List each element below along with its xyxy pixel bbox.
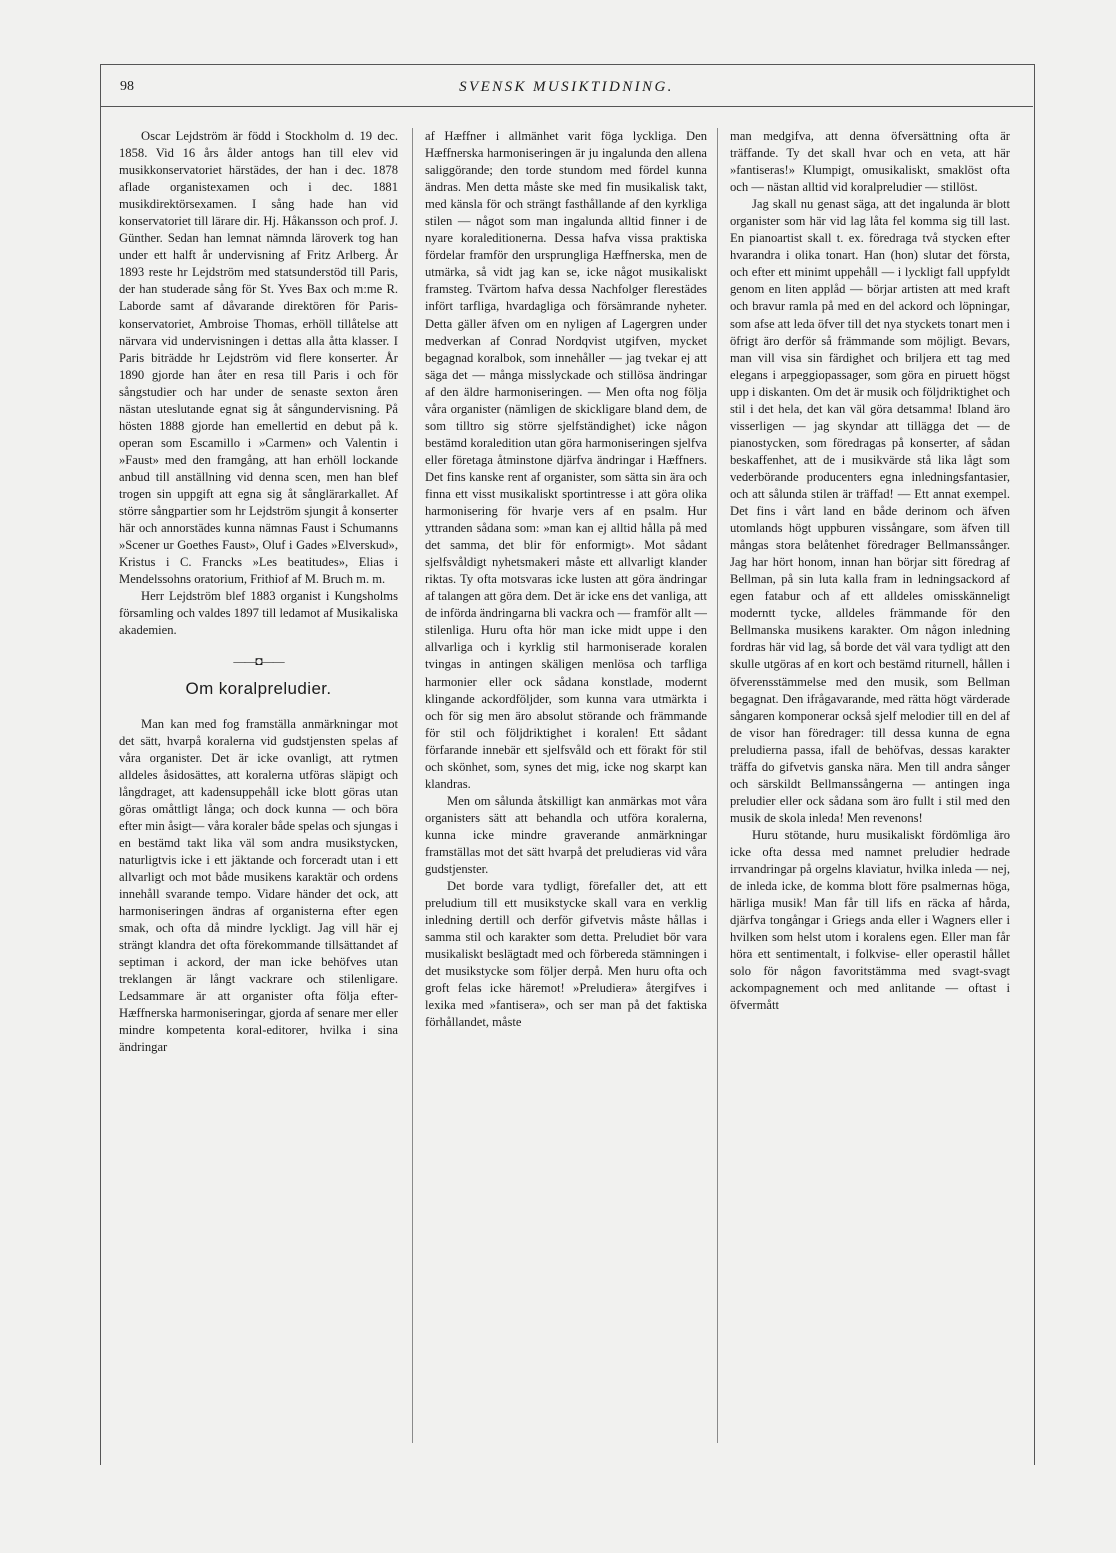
article-paragraph: Jag skall nu genast säga, att det ingalunda är blott organister som här vid lag låta fel komma sig till last. En pianoartist skall t. ex. föredraga två stycken efter hvarandra i olika tonart. Han (hon) slutar det första, och efter ett minimt uppehåll — i lyckligt fall uppfyldt genom en liten applåd — börjar artisten att med kraft och bravur ramla på med en del ackord och löpningar, som afse att leda öfver till det nya styckets tonart men i öfrigt äro derför så främmande som möjligt. Bevars, man vill visa sin färdighet och briljera ett tag med elegans i arpeggiopassager, som göra en piruett högst upp i diskanten. Om det är musik och följdriktighet och stil i det hela, det kan väl göra detsamma! Ibland äro visserligen — jag skyndar att tillägga det — de pianostycken, som föredragas på konserter, af sådan beskaffenhet, att de i musikvärde stå lika lågt som vederbörande producenters egna inledningsfantasier, och att sålunda stilen är träffad! — Ett annat exempel. Det fins i vårt land en både derinom och äfven utomlands högt uppburen vissångare, som äfven till mångas stora belåtenhet föredrager Bellmanssånger. Jag har hört honom, innan han börjar sitt föredrag af Bellman, på sin luta kalla fram in ledningsackord af egen fatabur och af ett alldeles omisskänneligt moderntt tycke, alldeles främmande för den Bellmanska musikens karakter. Om någon inledning fordras här vid lag, så borde det väl vara tydligt att den skulle utgöras af en kort och bestämd riturnell, hållen i öfverensstämmelse med den musik, som Bellman begagnat. Den ifrågavarande, med rätta högt värderade sångaren komponerar också sjelf melodier till en del af de visor han föredrager: till dessa kunna de egna preludierna passa, ifall de behöfvas, dessas karakter träffa do gifvetvis ganska nära. Men till andra sånger och särskildt Bellmanssångerna — antingen inga preludier eller ock sådana som äro fullt i stil med den musik de skola inleda! Men revenons! — [730, 197, 1010, 825]
biography-paragraph-2: Herr Lejdström blef 1883 organist i Kungsholms församling och valdes 1897 till ledamot af Musikaliska akademien. — [119, 589, 398, 638]
journal-title: SVENSK MUSIKTIDNING. — [459, 79, 674, 95]
column-2 — [425, 128, 707, 1443]
column-3 — [730, 128, 1010, 1443]
page-header — [100, 64, 1033, 107]
article-paragraph: af Hæffner i allmänhet varit föga lyckliga. Den Hæffnerska harmoniseringen är ju ingalunda den allena saliggörande; den torde stundom med fördel kunna ändras. Men detta måste ske med fin musikalisk takt, med känsla för och strängt fasthållande af den kyrkliga stilen — något som man ingalunda alltid finner i de nyare koraleditionerna. Dessa hafva vissa praktiska fördelar framför den ursprungliga Hæffnerska, men de utmärka, så vidt jag kan se, icke något musikaliskt framsteg. Tvärtom hafva dessa Nachfolger flerestädes infört tarfliga, hvardagliga och försämrande nyheter. Detta gäller äfven om en nyligen af Lagergren under medverkan af Conrad Nordqvist utgifven, mycket begagnad koralbok, som innehåller — jag tvekar ej att säga det — många misslyckade och stillösa ändringar af den äldre harmoniseringen. — Men ofta nog följa våra organister (nämligen de skickligare bland dem, de som tilltro sig större sjelfständighet) icke någon bestämd koraledition utan göra harmoniseringen sjelfva eller företaga åtminstone djärfva ändringar i Hæffners. Det fins kanske rent af organister, som sätta sin ära och finna ett visst musikaliskt sportintresse i att göra olika harmonisering för hvarje vers af en psalm. Hur yttranden sådana som: »man kan ej alltid hålla på med det samma, det blir för enformigt». Mot sådant sjelfsvåldigt nyhetsmakeri måste ett allvarligt klander riktas. Ty ofta motsvaras icke lusten att göra ändringar af talangen att göra dem. Det är icke ens det vanliga, att de införda ändringarna bli vackra och — framför allt — stilenliga. Huru ofta hör man icke midt uppe i den allvarliga och i kyrklig stil harmoniserade koralen tvingas in antingen skäligen menlösa och tarfliga harmonier eller ock sådana konstlade, modernt klingande ackordföljder, som kunna vara utmärkta i och för sig men äro absolut störande och främmande för stil och följdriktighet i koralen! Ett sådant förfarande innebär ett sjelfsvåld och ett förakt för stil och skönhet, som, synes det mig, icke nog skarpt kan klandras. — [425, 129, 707, 791]
page-number: 98 — [120, 79, 134, 94]
article-paragraph: Man kan med fog framställa anmärkningar mot det sätt, hvarpå koralerna vid gudstjensten spelas af våra organister. Det är icke ovanligt, att rytmen alldeles åsidosättes, att koralerna utföras släpigt och långdraget, att kadensuppehåll icke blott göras utan göras omåttligt långa; och dock kunna — och böra efter min åsigt— våra koraler både spelas och sjungas i en bestämd takt lika väl som andra musikstycken, naturligtvis icke i ett jäktande och forceradt utan i ett allvarligt och mot både musikens karaktär och ordens innehåll svarande tempo. Vidare händer det ock, att harmoniseringen ändras af organisterna efter egen smak, och ofta då mindre lyckligt. Jag vill här ej strängt klandra det ofta förekommande tillsättandet af septiman i ackord, der man icke behöfves utan treklangen är långt vackrare och stilenligare. Ledsammare är att organister ofta följa efter-Hæffnerska harmoniseringar, gjorda af senare mer eller mindre kompetenta koral-editorer, hvilka i sina ändringar — [119, 716, 398, 1055]
article-paragraph: Huru stötande, huru musikaliskt fördömliga äro icke ofta dessa med namnet preludier hedrade irrvandringar på orgelns klaviatur, hvilka inleda — nej, de inleda icke, de komma blott före psalmernas höga, härliga musik! Man får till lifs en räcka af hårda, djärfva tongångar i Griegs anda eller i Wagners eller i hvilken som helst utom i koralens egen. Eller man får höra ett sentimentalt, i folkvise- eller operastil hållet solo för någon favoritstämma med svagt-svagt ackompagnement och med anlitande — oftast i öfvermått — [730, 827, 1010, 1013]
article-paragraph: Men om sålunda åtskilligt kan anmärkas mot våra organisters sätt att behandla och utföra koralerna, kunna icke mindre graverande anmärkningar framställas mot det sätt hvarpå det preludieras vid våra gudstjenster. — [425, 793, 707, 877]
article-title: Om koralpreludier. — [185, 679, 332, 699]
article-paragraph: man medgifva, att denna öfversättning ofta är träffande. Ty det skall hvar och en veta, att här »fantiseras!» Klumpigt, omusikaliskt, smaklöst ofta och — nästan alltid vid koralpreludier — stillöst. — [730, 129, 1010, 195]
column-1 — [119, 128, 398, 1443]
biography-paragraph: Oscar Lejdström är född i Stockholm d. 19 dec. 1858. Vid 16 års ålder antogs han till elev vid musikkonservatoriet härstädes, der han i dec. 1878 aflade organistexamen och i dec. 1881 musikdirektörsexamen. I sång hade han vid konservatoriet till lärare dir. Hj. Håkansson och prof. J. Günther. Sedan han lemnat nämnda läroverk tog han under ett halft år undervisning af Fritz Arlberg. År 1893 reste hr Lejdström med statsunderstöd till Paris, der han studerade sång för St. Yves Bax och m:me R. Laborde samt af dåvarande direktören för Paris-konservatoriet, Ambroise Thomas, erhöll tillåtelse att närvara vid undervisningen i dettas alla åtta klasser. I Paris biträdde hr Lejdström vid flere konserter. År 1890 gjorde han åter en resa till Paris i och för sångstudier och har under de senaste sexton åren nästan uteslutande egnat sig åt sångundervisning. På hösten 1888 gjorde han emellertid en debut på k. operan som Escamillo i »Carmen» och Valentin i »Faust» med den framgång, att han erhöll lockande anbud till anställning vid denna scen, men han blef trogen sin uppgift att egna sig åt sånglärarkallet. Af större sångpartier som hr Lejdström sjungit å konserter här och annorstädes kunna nämnas Faust i Schumanns »Scener ur Goethes Faust», Oluf i Gades »Elverskud», Kristus i C. Francks »Les beatitudes», Elias i Mendelssohns oratorium, Frithiof af M. Bruch m. m. — [119, 129, 398, 587]
section-ornament: ——◘—— — [233, 654, 284, 669]
column-divider-2 — [717, 128, 718, 1443]
article-paragraph: Det borde vara tydligt, förefaller det, att ett preludium till ett musikstycke skall vara en verklig inledning dertill och derför gifvetvis måste hållas i samma stil och karakter som detta. Preludiet bör vara musikaliskt beslägtadt med och förbereda stämningen i det musikstycke som följer derpå. Men huru ofta och groft felas icke häremot! »Preludiera» återgifves i lexika med »fantisera», och ser man på det faktiska förhållandet, måste — [425, 879, 707, 1030]
column-divider-1 — [412, 128, 413, 1443]
